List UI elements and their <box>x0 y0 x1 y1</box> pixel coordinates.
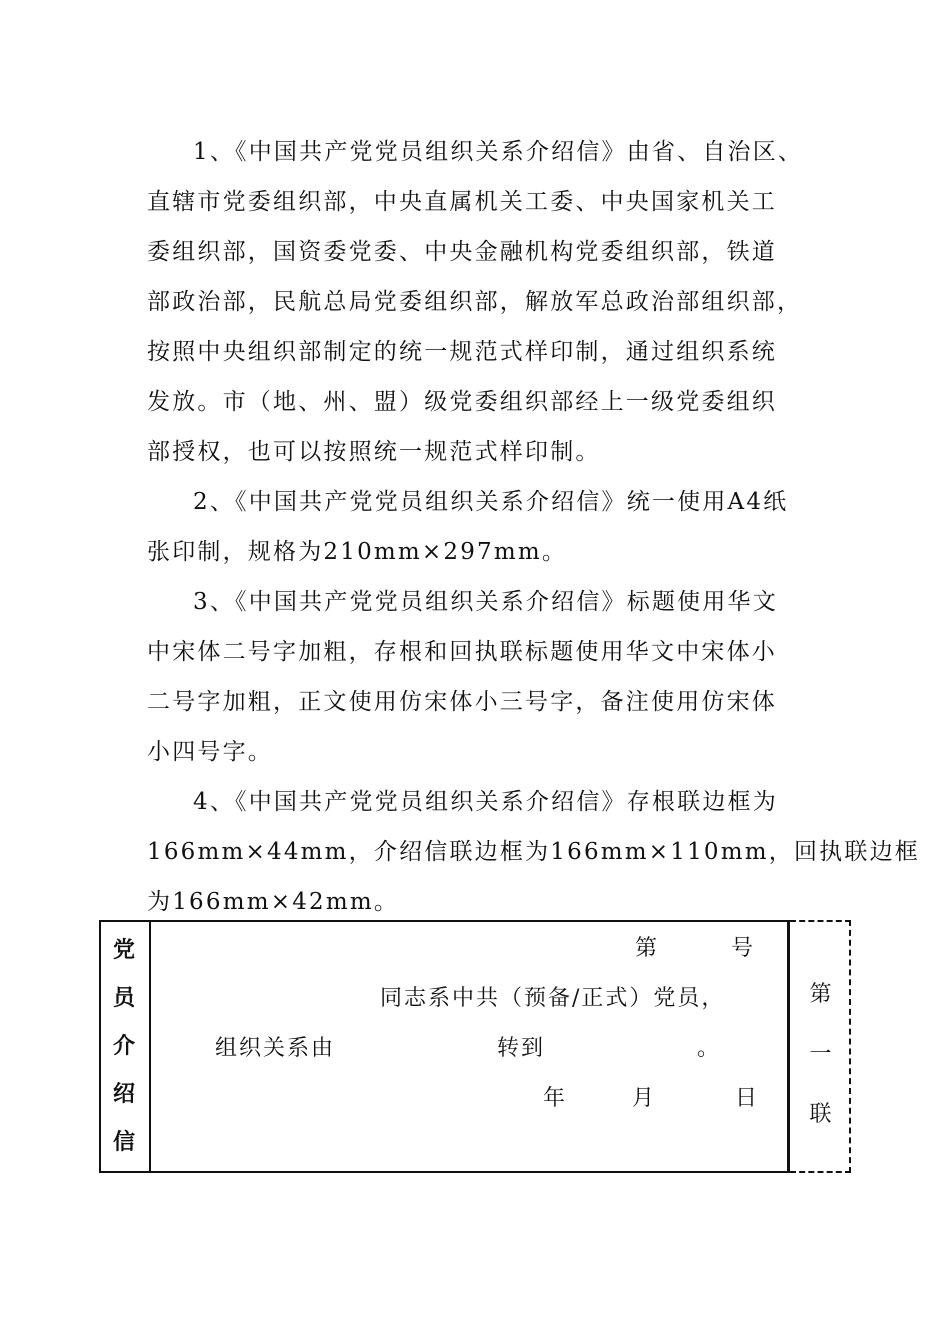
stub-title-char: 绍 <box>112 1082 135 1108</box>
date-month-label: 月 <box>632 1086 657 1111</box>
note-1-line: 部政治部，民航总局党委组织部，解放军总政治部组织部， <box>147 289 803 315</box>
note-1-line: 发放。市（地、州、盟）级党委组织部经上一级党委组织 <box>147 389 777 415</box>
stub-title <box>99 920 149 1169</box>
note-paragraph-4 <box>147 777 920 927</box>
stub-title-char: 信 <box>112 1130 135 1156</box>
note-1-line: 部授权，也可以按照统一规范式样印制。 <box>147 439 601 465</box>
note-3-line: 中宋体二号字加粗，存根和回执联标题使用华文中宋体小 <box>147 639 777 665</box>
transfer-from-label: 组织关系由 <box>215 1036 336 1061</box>
note-3-line: 3、《中国共产党党员组织关系介绍信》标题使用华文 <box>193 589 778 615</box>
stub-title-char: 员 <box>112 985 135 1011</box>
note-paragraph-3 <box>147 577 827 777</box>
note-paragraph-2 <box>147 477 827 577</box>
note-2-line: 张印制，规格为210mm×297mm。 <box>147 539 568 565</box>
transfer-to-label: 转到 <box>497 1036 546 1061</box>
note-2-line: 2、《中国共产党党员组织关系介绍信》统一使用A4纸 <box>193 489 789 515</box>
stub-divider <box>787 922 789 1171</box>
transfer-period: 。 <box>697 1036 722 1061</box>
member-line: 同志系中共（预备/正式）党员， <box>380 986 726 1011</box>
note-1-line: 委组织部，国资委党委、中央金融机构党委组织部，铁道 <box>147 239 777 265</box>
copy-label-char: 联 <box>809 1102 832 1127</box>
stub-copy-label <box>790 980 851 1130</box>
copy-label-char: 一 <box>809 1042 832 1067</box>
note-paragraph-1 <box>147 127 827 477</box>
note-4-line: 为166mm×42mm。 <box>147 889 400 915</box>
stub-title-char: 党 <box>112 937 135 963</box>
note-3-line: 小四号字。 <box>147 739 273 765</box>
note-3-line: 二号字加粗，正文使用仿宋体小三号字，备注使用仿宋体 <box>147 689 777 715</box>
note-1-line: 直辖市党委组织部，中央直属机关工委、中央国家机关工 <box>147 189 777 215</box>
introduction-letter-stub <box>99 920 851 1171</box>
date-day-label: 日 <box>735 1086 760 1111</box>
note-1-line: 按照中央组织部制定的统一规范式样印制，通过组织系统 <box>147 339 777 365</box>
date-year-label: 年 <box>543 1086 568 1111</box>
note-1-line: 1、《中国共产党党员组织关系介绍信》由省、自治区、 <box>193 139 804 165</box>
copy-label-char: 第 <box>809 982 832 1007</box>
note-4-line: 166mm×44mm，介绍信联边框为166mm×110mm，回执联边框 <box>147 839 920 865</box>
note-4-line: 4、《中国共产党党员组织关系介绍信》存根联边框为 <box>193 789 778 815</box>
number-line: 第 号 <box>635 936 755 961</box>
stub-title-char: 介 <box>112 1033 135 1059</box>
